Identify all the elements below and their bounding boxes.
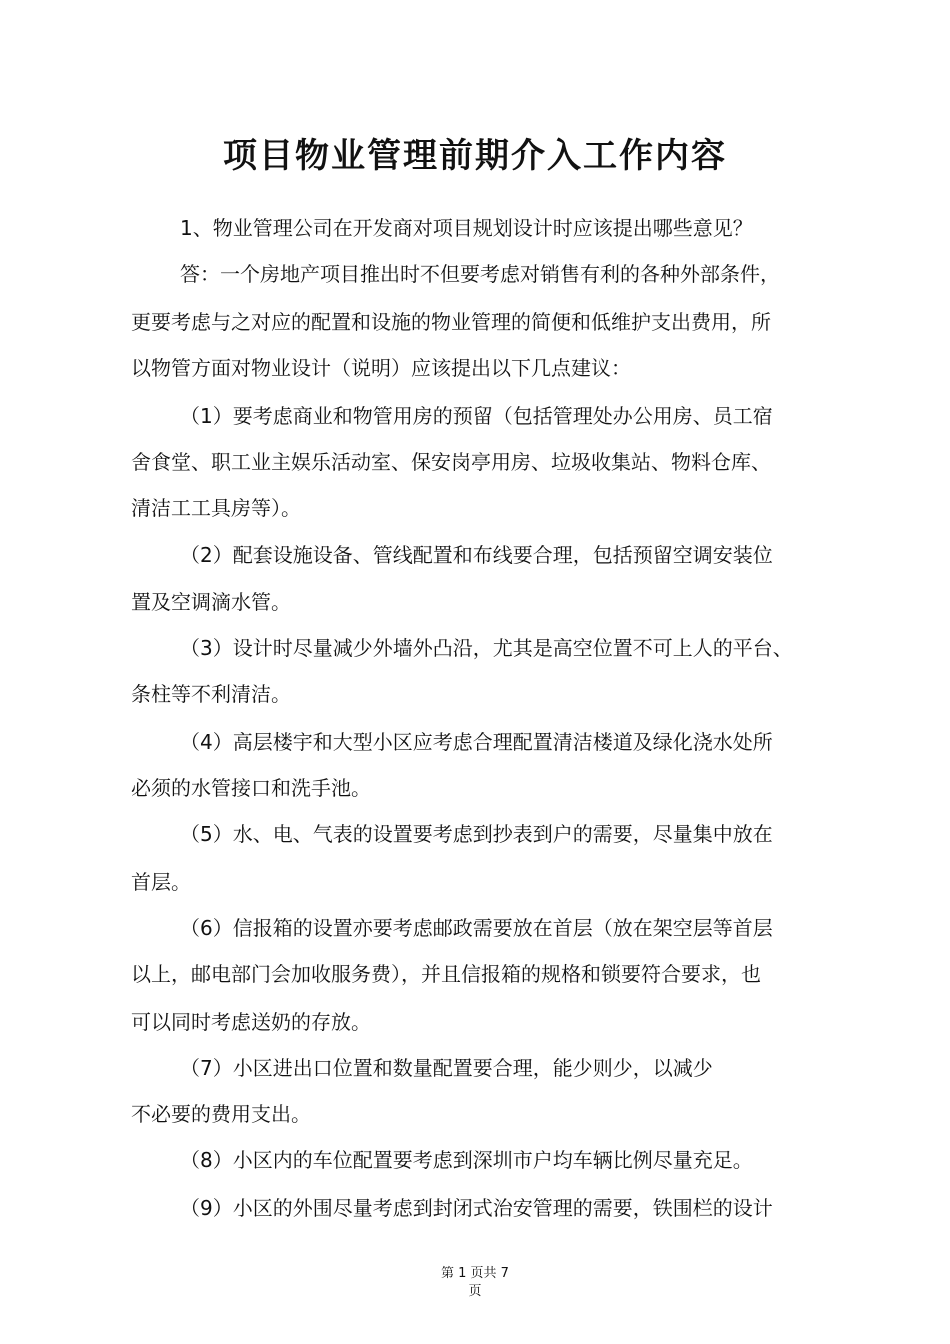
item-8-line-1: （8）小区内的车位配置要考虑到深圳市户均车辆比例尽量充足。 [180,1148,753,1172]
page-footer-line-1: 第 1 页共 7 [441,1266,509,1281]
item-2-line-2: 置及空调滴水管。 [131,590,291,614]
item-5-line-2: 首层。 [131,870,191,894]
item-4-line-2: 必须的水管接口和洗手池。 [131,776,371,800]
document-title: 项目物业管理前期介入工作内容 [223,136,727,176]
item-9-line-1: （9）小区的外围尽量考虑到封闭式治安管理的需要，铁围栏的设计 [180,1196,773,1220]
item-7-line-1: （7）小区进出口位置和数量配置要合理，能少则少，以减少 [180,1056,713,1080]
item-1-line-3: 清洁工工具房等）。 [131,496,301,520]
item-5-line-1: （5）水、电、气表的设置要考虑到抄表到户的需要，尽量集中放在 [180,822,773,846]
item-6-line-1: （6）信报箱的设置亦要考虑邮政需要放在首层（放在架空层等首层 [180,916,773,940]
item-3-line-1: （3）设计时尽量减少外墙外凸沿，尤其是高空位置不可上人的平台、 [180,636,793,660]
answer-line-1: 答：一个房地产项目推出时不但要考虑对销售有利的各种外部条件， [180,262,780,286]
answer-line-3: 以物管方面对物业设计（说明）应该提出以下几点建议： [131,356,631,380]
item-3-line-2: 条柱等不利清洁。 [131,682,291,706]
item-1-line-1: （1）要考虑商业和物管用房的预留（包括管理处办公用房、员工宿 [180,404,773,428]
item-4-line-1: （4）高层楼宇和大型小区应考虑合理配置清洁楼道及绿化浇水处所 [180,730,773,754]
item-1-line-2: 舍食堂、职工业主娱乐活动室、保安岗亭用房、垃圾收集站、物料仓库、 [131,450,771,474]
page-footer-line-2: 页 [468,1284,482,1299]
item-6-line-3: 可以同时考虑送奶的存放。 [131,1010,371,1034]
item-6-line-2: 以上，邮电部门会加收服务费），并且信报箱的规格和锁要符合要求，也 [131,962,761,986]
item-2-line-1: （2）配套设施设备、管线配置和布线要合理，包括预留空调安装位 [180,543,773,567]
item-7-line-2: 不必要的费用支出。 [131,1102,311,1126]
answer-line-2: 更要考虑与之对应的配置和设施的物业管理的简便和低维护支出费用，所 [131,310,771,334]
question-1: 1、物业管理公司在开发商对项目规划设计时应该提出哪些意见？ [180,216,753,240]
